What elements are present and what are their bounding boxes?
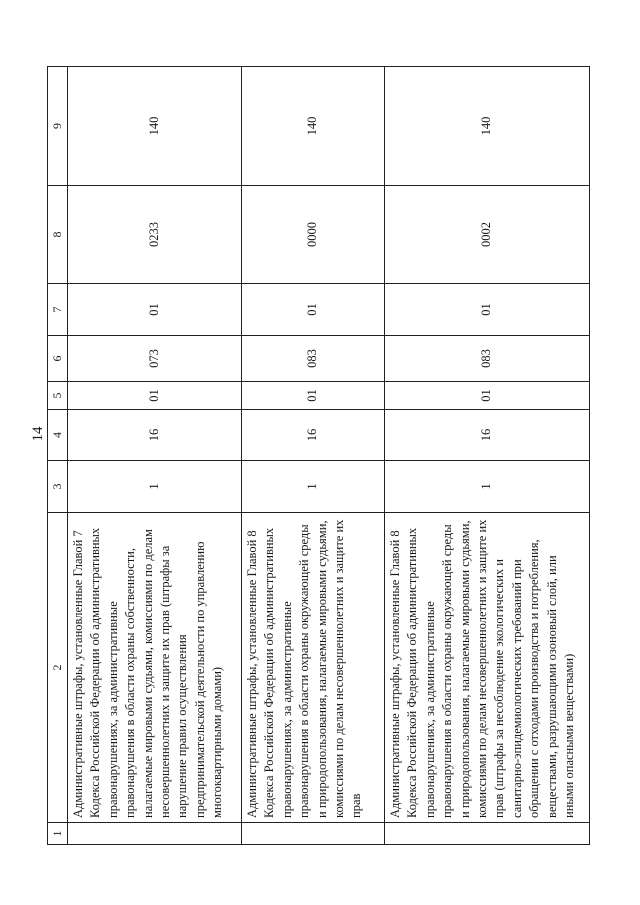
cell-code-subgroup: 16 bbox=[385, 410, 590, 461]
cell-index bbox=[68, 823, 242, 845]
cell-index bbox=[242, 823, 385, 845]
cell-code-economic: 140 bbox=[68, 67, 242, 186]
table-row bbox=[242, 67, 385, 845]
header-col-3: 3 bbox=[48, 461, 68, 513]
cell-code-element: 01 bbox=[68, 284, 242, 336]
cell-code-article: 01 bbox=[385, 382, 590, 410]
cell-code-subgroup: 16 bbox=[68, 410, 242, 461]
cell-code-group: 1 bbox=[242, 461, 385, 513]
cell-code-economic: 140 bbox=[385, 67, 590, 186]
cell-code-subgroup: 16 bbox=[242, 410, 385, 461]
header-col-2: 2 bbox=[48, 513, 68, 823]
header-col-9: 9 bbox=[48, 67, 68, 186]
cell-code-article: 01 bbox=[68, 382, 242, 410]
header-col-1: 1 bbox=[48, 823, 68, 845]
cell-code-economic: 140 bbox=[242, 67, 385, 186]
cell-code-group: 1 bbox=[68, 461, 242, 513]
header-row bbox=[48, 67, 68, 845]
cell-code-program: 0233 bbox=[68, 186, 242, 284]
table-row bbox=[68, 67, 242, 845]
header-col-4: 4 bbox=[48, 410, 68, 461]
cell-description: Административные штрафы, установленные Главой 8 Кодекса Российской Федерации об административных правонарушениях, за административные правонарушения в области охраны окружающей среды и природопользования, налагаемые мировыми судьями, комиссиями по делам несовершеннолетних и защите их прав bbox=[242, 513, 385, 823]
cell-code-group: 1 bbox=[385, 461, 590, 513]
header-col-7: 7 bbox=[48, 284, 68, 336]
cell-code-subarticle: 073 bbox=[68, 336, 242, 382]
budget-codes-table-rotated bbox=[47, 67, 577, 845]
cell-code-program: 0002 bbox=[385, 186, 590, 284]
header-col-5: 5 bbox=[48, 382, 68, 410]
table-row bbox=[385, 67, 590, 845]
cell-code-subarticle: 083 bbox=[242, 336, 385, 382]
cell-code-subarticle: 083 bbox=[385, 336, 590, 382]
header-col-6: 6 bbox=[48, 336, 68, 382]
budget-codes-table bbox=[47, 66, 590, 845]
cell-index bbox=[385, 823, 590, 845]
page-number: 14 bbox=[30, 426, 46, 442]
cell-code-program: 0000 bbox=[242, 186, 385, 284]
header-col-8: 8 bbox=[48, 186, 68, 284]
cell-code-element: 01 bbox=[242, 284, 385, 336]
cell-description: Административные штрафы, установленные Главой 7 Кодекса Российской Федерации об административных правонарушениях, за административные правонарушения в области охраны собственности, налагаемые мировыми судьями, комиссиями по делам несовершеннолетних и защите их прав (штрафы за нарушение правил осуществления предпринимательской деятельности по управлению многоквартирными домами) bbox=[68, 513, 242, 823]
cell-description: Административные штрафы, установленные Главой 8 Кодекса Российской Федерации об административных правонарушениях, за административные правонарушения в области охраны окружающей среды и природопользования, налагаемые мировыми судьями, комиссиями по делам несовершеннолетних и защите их прав (штрафы за несоблюдение экологических и санитарно-эпидемиологических требований при обращении с отходами производства и потребления, веществами, разрушающими озоновый слой, или иными опасными веществами) bbox=[385, 513, 590, 823]
cell-code-element: 01 bbox=[385, 284, 590, 336]
cell-code-article: 01 bbox=[242, 382, 385, 410]
